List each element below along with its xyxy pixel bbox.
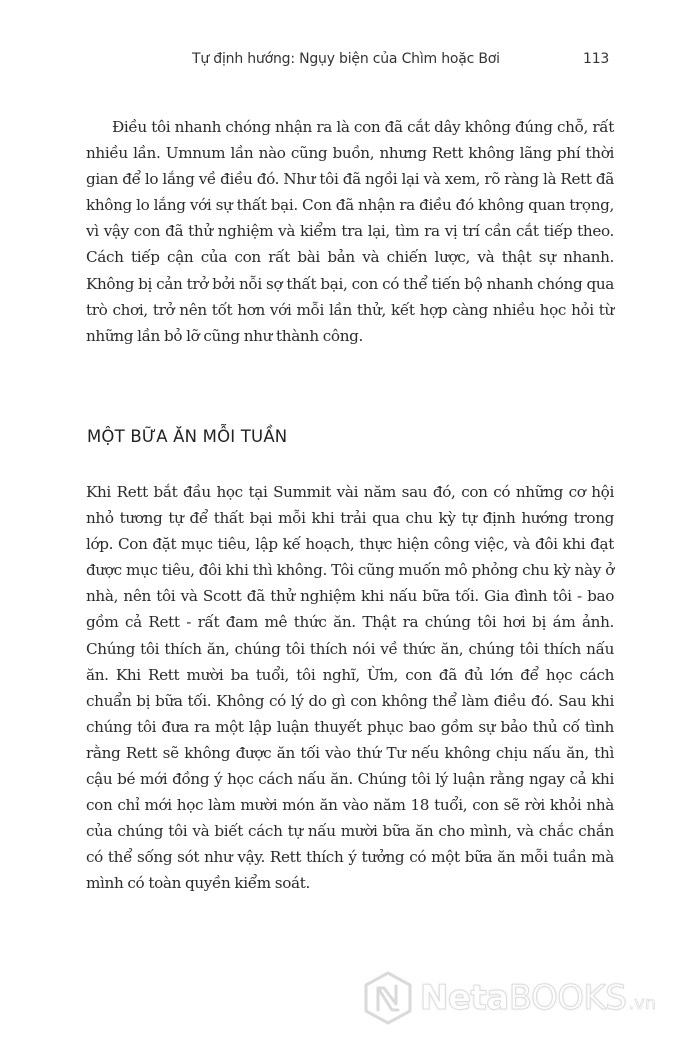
running-title: Tự định hướng: Ngụy biện của Chìm hoặc Bơi [192, 51, 500, 67]
watermark-brand-tld: .vn [628, 992, 657, 1014]
page-number: 113 [583, 51, 610, 67]
watermark-brand-books: BOOKS [508, 978, 627, 1018]
body-paragraph: Khi Rett bắt đầu học tại Summit vài năm sau đó, con có những cơ hội nhỏ tương tự để thất bại mỗi khi trải qua chu kỳ tự định hướng trong lớp. Con đặt mục tiêu, lập kế hoạch, thực hiện công việc, và đôi khi đạt được mục tiêu, đôi khi thì không. Tôi cũng muốn mô phỏng chu kỳ này ở nhà, nên tôi và Scott đã thử nghiệm khi nấu bữa tối. Gia đình tôi - bao gồm cả Rett - rất đam mê thức ăn. Thật ra chúng tôi hơi bị ám ảnh. Chúng tôi thích ăn, chúng tôi thích nói về thức ăn, chúng tôi thích nấu ăn. Khi Rett mười ba tuổi, tôi nghĩ, Ừm, con đã đủ lớn để học cách chuẩn bị bữa tối. Không có lý do gì con không thể làm điều đó. Sau khi chúng tôi đưa ra một lập luận thuyết phục bao gồm sự bảo thủ cố tình rằng Rett sẽ không được ăn tối vào thứ Tư nếu không chịu nấu ăn, thì cậu bé mới đồng ý học cách nấu ăn. Chúng tôi lý luận rằng ngay cả khi con chỉ mới học làm mười món ăn vào năm 18 tuổi, con sẽ rời khỏi nhà của chúng tôi và biết cách tự nấu mười bữa ăn cho mình, và chắc chắn có thể sống sót như vậy. Rett thích ý tưởng có một bữa ăn mỗi tuần mà mình có toàn quyền kiểm soát. [86, 483, 614, 893]
running-header [192, 51, 612, 75]
watermark [362, 968, 656, 1028]
netabooks-hexagon-logo-icon [362, 970, 414, 1026]
section-heading: MỘT BỮA ĂN MỖI TUẦN [87, 427, 288, 446]
body-paragraph: Điều tôi nhanh chóng nhận ra là con đã cắt dây không đúng chỗ, rất nhiều lần. Umnum lần nào cũng buồn, nhưng Rett không lãng phí thời gian để lo lắng về điều đó. Như tôi đã ngồi lại và xem, rõ ràng là Rett đã không lo lắng với sự thất bại. Con đã nhận ra điều đó không quan trọng, vì vậy con đã thử nghiệm và kiểm tra lại, tìm ra vị trí cần cắt tiếp theo. Cách tiếp cận của con rất bài bản và chiến lược, và thật sự nhanh. Không bị cản trở bởi nỗi sợ thất bại, con có thể tiến bộ nhanh chóng qua trò chơi, trở nên tốt hơn với mỗi lần thử, kết hợp càng nhiều học hỏi từ những lần bỏ lỡ cũng như thành công. [86, 118, 614, 345]
watermark-brand-neta: Neta [420, 978, 509, 1018]
